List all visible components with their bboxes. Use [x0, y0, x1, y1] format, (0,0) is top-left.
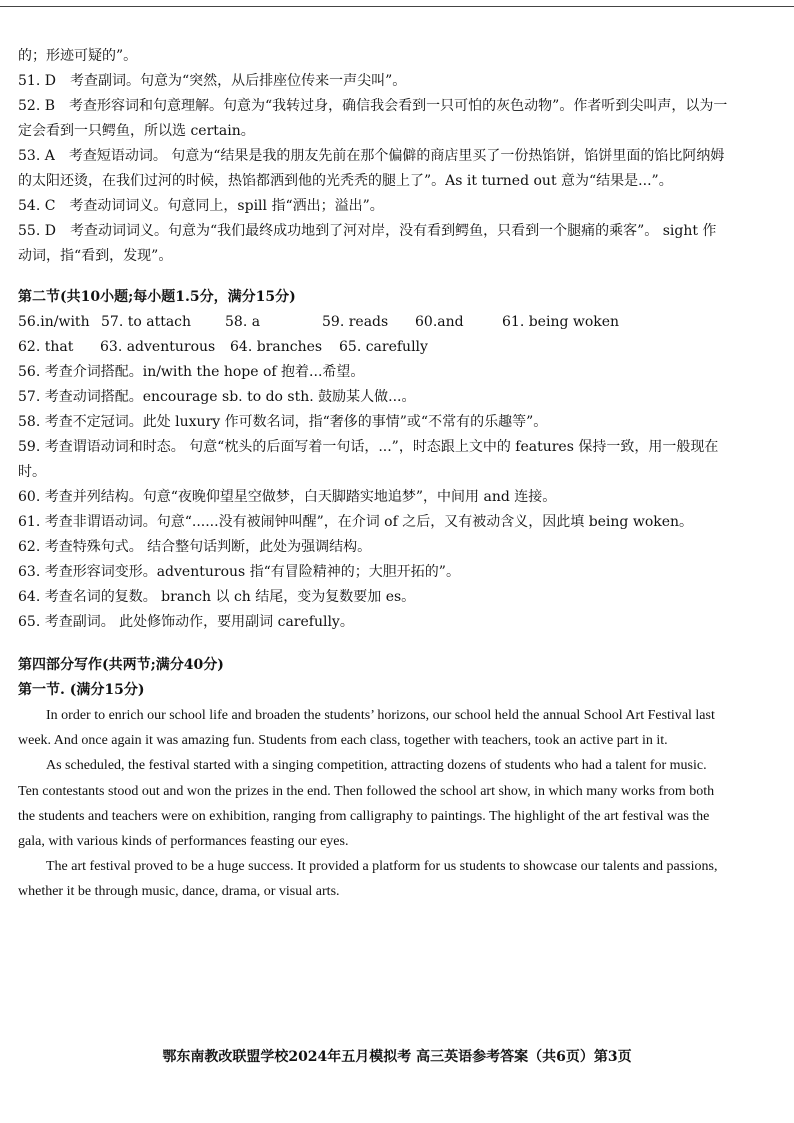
- explanation-65: 65. 考查副词。 此处修饰动作，要用副词 carefully。: [18, 614, 354, 630]
- explanation-56: 56. 考查介词搭配。in/with the hope of 抱着...希望。: [18, 364, 365, 380]
- explanation-57: 57. 考查动词搭配。encourage sb. to do sth. 鼓励某人做...。: [18, 389, 416, 405]
- answer-key-item: 63. adventurous: [100, 339, 216, 355]
- answer-53: 53. A 考查短语动词。 句意为“结果是我的朋友先前在那个偏僻的商店里买了一份热馅饼，馅饼里面的馅比阿纳姆的太阳还烫，在我们过河的时候，热馅都洒到他的光秃秃的腿上了”。As it turned out 意为“结果是...”。: [18, 148, 725, 189]
- explanation-60: 60. 考查并列结构。句意“夜晚仰望星空做梦，白天脚踏实地追梦”，中间用 and 连接。: [18, 489, 557, 505]
- top-rule: [0, 6, 794, 7]
- answer-key-item: 65. carefully: [339, 339, 428, 355]
- answer-key-item: 58. a: [225, 314, 261, 330]
- answer-key-item: 60.and: [415, 314, 464, 330]
- essay-paragraph: The art festival proved to be a huge success. It provided a platform for us students to showcase our talents and passions, whether it be through music, dance, drama, or visual arts.: [18, 859, 718, 900]
- answer-key-item: 64. branches: [230, 339, 323, 355]
- answer-55: 55. D 考查动词词义。句意为“我们最终成功地到了河对岸，没有看到鳄鱼，只看到一个腿痛的乘客”。 sight 作动词，指“看到，发现”。: [18, 223, 717, 264]
- part4-heading: 第四部分写作(共两节;满分40分): [18, 657, 224, 673]
- answer-54: 54. C 考查动词词义。句意同上，spill 指“洒出；溢出”。: [18, 198, 384, 214]
- answer-key-item: 56.in/with: [18, 314, 90, 330]
- explanation-62: 62. 考查特殊句式。 结合整句话判断，此处为强调结构。: [18, 539, 372, 555]
- explanation-63: 63. 考查形容词变形。adventurous 指“有冒险精神的；大胆开拓的”。: [18, 564, 460, 580]
- answer-52: 52. B 考查形容词和句意理解。句意为“我转过身，确信我会看到一只可怕的灰色动物”。作者听到尖叫声，以为一定会看到一只鳄鱼，所以选 certain。: [18, 98, 728, 139]
- answer-key-item: 57. to attach: [101, 314, 192, 330]
- explanation-61: 61. 考查非谓语动词。句意“......没有被闹钟叫醒”，在介词 of 之后，又有被动含义，因此填 being woken。: [18, 514, 694, 530]
- answer-page: [18, 44, 730, 905]
- answer-key-item: 59. reads: [322, 314, 389, 330]
- explanation-59: 59. 考查谓语动词和时态。 句意“枕头的后面写着一句话，...”，时态跟上文中的 features 保持一致，用一般现在时。: [18, 439, 719, 480]
- model-essay: [18, 703, 730, 905]
- explanation-64: 64. 考查名词的复数。 branch 以 ch 结尾，变为复数要加 es。: [18, 589, 416, 605]
- answer-key-item: 61. being woken: [502, 314, 620, 330]
- essay-paragraph: As scheduled, the festival started with a singing competition, attracting dozens of students who had a talent for music. Ten contestants stood out and won the prizes in the end. Then followed the school art show, in which many works from both the students and teachers were on exhibition, ranging from calligraphy to paintings. The highlight of the art festival was the gala, with various kinds of performances feasting our eyes.: [18, 758, 715, 850]
- section2-heading: 第二节(共10小题;每小题1.5分，满分15分): [18, 289, 296, 305]
- answer-key-item: 62. that: [18, 339, 74, 355]
- answer-line: 的；形迹可疑的”。: [18, 48, 138, 64]
- answer-key-row: [18, 310, 730, 335]
- explanation-58: 58. 考查不定冠词。此处 luxury 作可数名词，指“奢侈的事情”或“不常有的乐趣等”。: [18, 414, 548, 430]
- essay-paragraph: In order to enrich our school life and broaden the students’ horizons, our school held the annual School Art Festival last week. And once again it was amazing fun. Students from each class, together with teachers, took an active part in it.: [18, 708, 715, 749]
- answer-key-row: [18, 335, 730, 360]
- page-footer: 鄂东南教改联盟学校2024年五月模拟考 高三英语参考答案（共6页）第3页: [162, 1049, 632, 1065]
- answer-51: 51. D 考查副词。句意为“突然，从后排座位传来一声尖叫”。: [18, 73, 407, 89]
- part4-subheading: 第一节. (满分15分): [18, 682, 145, 698]
